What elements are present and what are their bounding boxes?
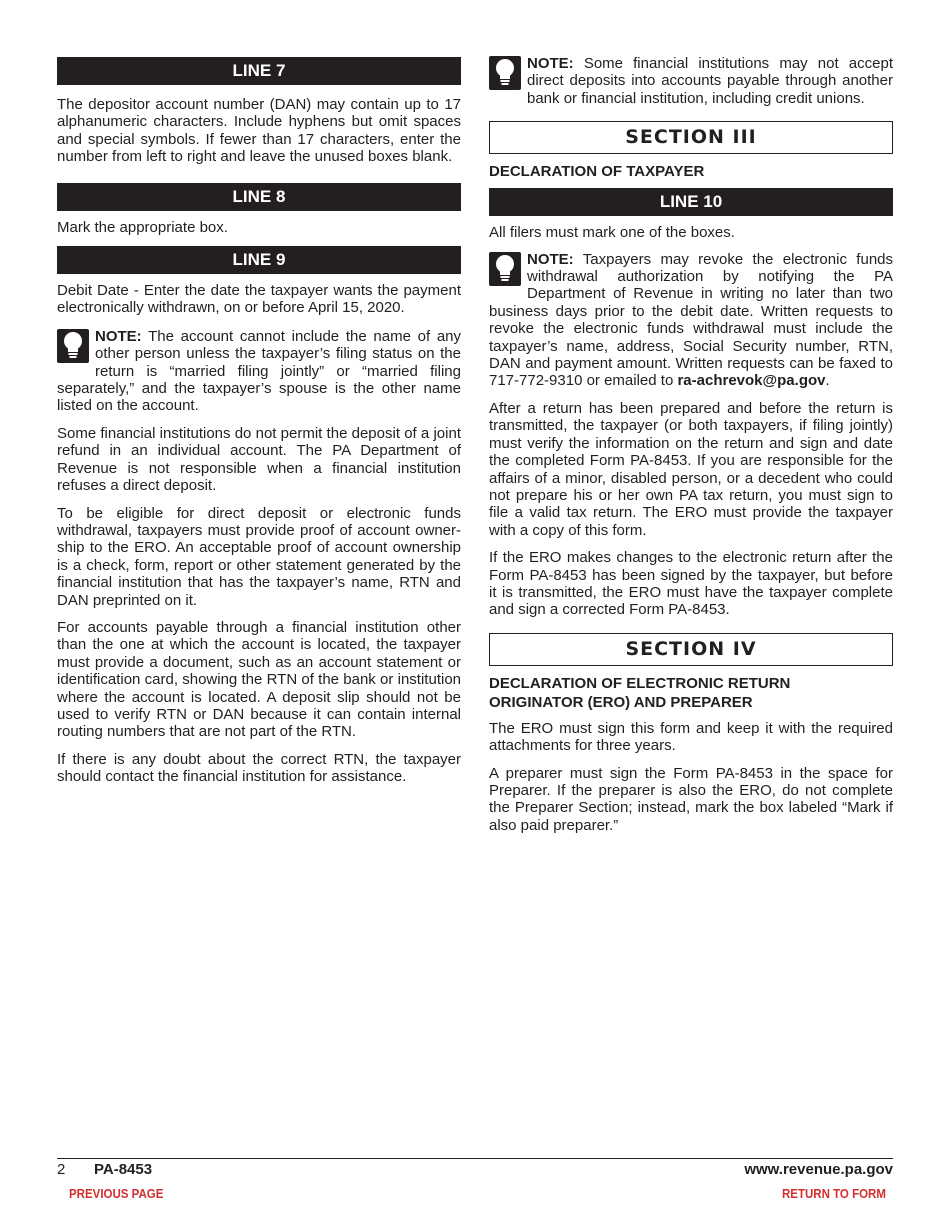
section-4-subheading-line-2: ORIGINATOR (ERO) AND PREPARER <box>489 693 753 711</box>
note-end: . <box>825 372 830 390</box>
line-10-text: All filers must mark one of the boxes. <box>489 224 735 242</box>
revoke-email: ra-achrevok@pa.gov <box>677 372 826 390</box>
note-label: NOTE: <box>95 327 142 345</box>
section-4-heading: SECTION IV <box>489 633 893 666</box>
lightbulb-icon <box>57 329 89 363</box>
section-3-subheading: DECLARATION OF TAXPAYER <box>489 163 705 181</box>
rtn-doubt-paragraph: If there is any doubt about the correct RTN, the taxpayer should contact the financial institution for assistance. <box>57 750 461 786</box>
note-spouse-account <box>57 328 461 415</box>
ero-sign-paragraph: The ERO must sign this form and keep it with the required attachments for three years. <box>489 719 893 755</box>
left-column <box>57 57 461 786</box>
note-text: The account cannot include the name of any other person unless the taxpayer’s filing status on the return is “married filing jointly” or “married filing separately,” and the taxpayer’s spouse is the other name listed on the account. <box>57 327 461 415</box>
ero-changes-paragraph: If the ERO makes changes to the electronic return after the Form PA-8453 has been signed by the taxpayer, but before it is transmitted, the ERO must have the taxpayer complete and sign a corrected Form PA-8453. <box>489 549 893 619</box>
note-text: Some financial institutions may not accept direct deposits into accounts payable through another bank or financial institution, including credit unions. <box>527 55 893 107</box>
section-4-subheading <box>489 674 893 712</box>
taxpayer-verify-paragraph: After a return has been prepared and before the return is transmitted, the taxpayer (or both taxpayers, if filing jointly) must verify the information on the return and sign and date the completed Form PA-8453. If you are responsible for the affairs of a minor, disabled person, or a decedent who could not prepare his or her own PA tax return, you must sign to file a valid tax return. The ERO must provide the taxpayer with a copy of this form. <box>489 399 893 539</box>
note-text: Taxpayers may revoke the electronic funds withdrawal authorization by notifying the PA Department of Revenue in writing no later than two business days prior to the debit date. Written requests to revoke the electronic funds withdrawal must include the taxpayer’s name, address, Social Security number, RTN, DAN and payment amount. Written requests can be faxed to 717-772-9310 or emailed to <box>489 250 893 390</box>
note-revoke-withdrawal <box>489 251 893 390</box>
form-id: PA-8453 <box>94 1161 153 1178</box>
return-to-form-link[interactable]: RETURN TO FORM <box>782 1187 886 1201</box>
right-column <box>489 57 893 834</box>
section-3-heading: SECTION III <box>489 121 893 154</box>
previous-page-link[interactable]: PREVIOUS PAGE <box>69 1187 164 1201</box>
line-7-heading: LINE 7 <box>57 57 461 85</box>
note-label: NOTE: <box>527 55 574 72</box>
note-label: NOTE: <box>527 250 574 268</box>
line-9-text: Debit Date - Enter the date the taxpayer wants the payment electronically withdrawn, on or before April 15, 2020. <box>57 282 461 317</box>
section-4-subheading-line-1: DECLARATION OF ELECTRONIC RETURN <box>489 674 791 692</box>
lightbulb-icon <box>489 252 521 286</box>
line-8-text: Mark the appropriate box. <box>57 218 228 236</box>
line-10-heading: LINE 10 <box>489 188 893 216</box>
footer-divider <box>57 1158 893 1159</box>
line-9-heading: LINE 9 <box>57 246 461 274</box>
preparer-sign-paragraph: A preparer must sign the Form PA-8453 in the space for Preparer. If the preparer is also the ERO, do not complete the Preparer Section; instead, mark the box labeled “Mark if also paid preparer.” <box>489 764 893 834</box>
eligibility-paragraph: To be eligible for direct deposit or electronic funds withdrawal, taxpayers must provide proof of account owner-ship to the ERO. An acceptable proof of account ownership is a check, form, report or other statement generated by the financial institution that has the taxpayer’s name, RTN and DAN preprinted on it. <box>57 504 461 609</box>
note-credit-unions <box>489 55 893 107</box>
line-7-text: The depositor account number (DAN) may contain up to 17 alphanumeric characters. Include hyphens but omit spaces and special symbols. If fewer than 17 characters, enter the number from left to right and leave the unused boxes blank. <box>57 96 461 166</box>
page-number: 2 <box>57 1161 66 1178</box>
joint-refund-paragraph: Some financial institutions do not permit the deposit of a joint refund in an individual account. The PA Department of Revenue is not responsible when a financial institution refuses a direct deposit. <box>57 424 461 495</box>
line-8-heading: LINE 8 <box>57 183 461 211</box>
payable-through-paragraph: For accounts payable through a financial institution other than the one at which the account is located, the taxpayer must provide a document, such as an account statement or identification card, showing the RTN of the bank or institution where the account is located. A deposit slip should not be used to verify RTN or DAN because it can contain internal routing numbers that are not part of the RTN. <box>57 618 461 741</box>
lightbulb-icon <box>489 56 521 90</box>
revenue-url: www.revenue.pa.gov <box>744 1161 893 1178</box>
